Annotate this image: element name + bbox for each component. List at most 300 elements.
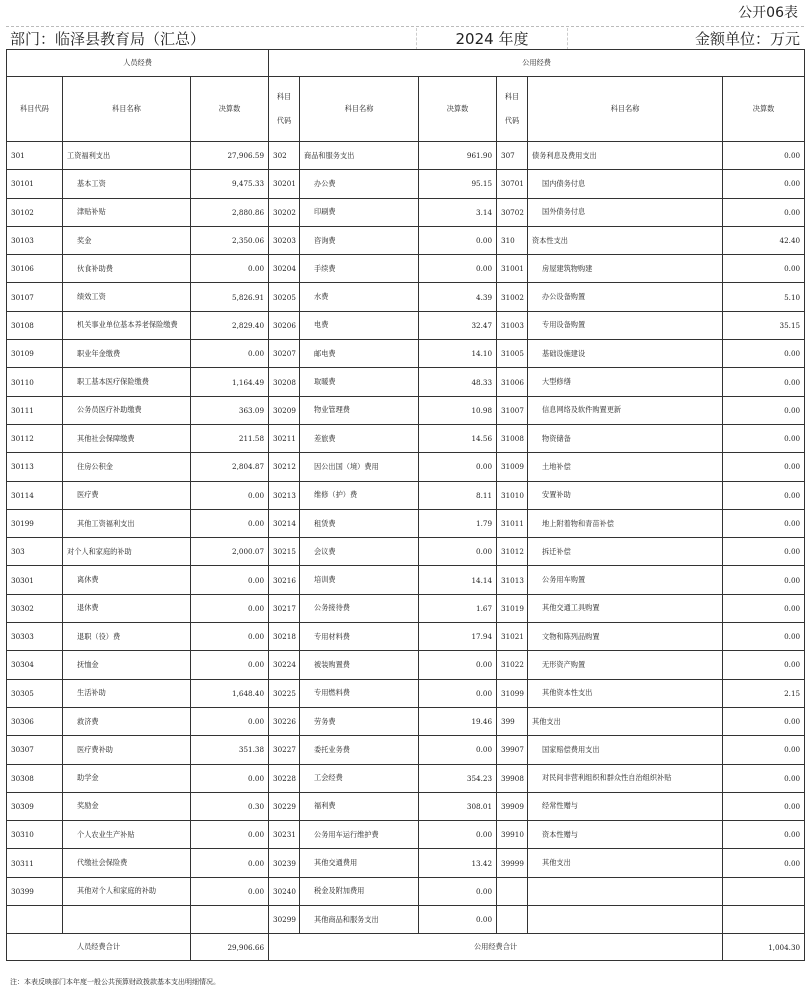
- cell-name3: 基础设施建设: [528, 340, 723, 368]
- table-header-bar: [6, 26, 804, 50]
- cell-name: 绩效工资: [63, 283, 191, 311]
- table-row: [7, 764, 805, 792]
- cell-code2: 30212: [269, 453, 300, 481]
- cell-code2: 30216: [269, 566, 300, 594]
- col-amount: 决算数: [191, 77, 269, 142]
- table-row: [7, 849, 805, 877]
- cell-amount: 351.38: [191, 736, 269, 764]
- cell-amount: 0.00: [191, 707, 269, 735]
- cell-amount3: 0.00: [723, 368, 805, 396]
- cell-name: 个人农业生产补贴: [63, 821, 191, 849]
- table-row: [7, 509, 805, 537]
- cell-name2: 咨询费: [300, 226, 419, 254]
- cell-name2: 被装购置费: [300, 651, 419, 679]
- cell-name2: 维修（护）费: [300, 481, 419, 509]
- col-amount2: 决算数: [419, 77, 497, 142]
- cell-amount3: 0.00: [723, 566, 805, 594]
- cell-name2: 专用燃料费: [300, 679, 419, 707]
- cell-code: 30399: [7, 877, 63, 905]
- cell-amount: 0.00: [191, 623, 269, 651]
- cell-amount3: 5.10: [723, 283, 805, 311]
- cell-name: 津贴补贴: [63, 198, 191, 226]
- cell-amount2: 14.10: [419, 340, 497, 368]
- cell-code: 30102: [7, 198, 63, 226]
- cell-name3: 国家赔偿费用支出: [528, 736, 723, 764]
- cell-code3: 30702: [497, 198, 528, 226]
- cell-code2: 30205: [269, 283, 300, 311]
- cell-amount3: 2.15: [723, 679, 805, 707]
- cell-code: 30109: [7, 340, 63, 368]
- cell-name3: 公务用车购置: [528, 566, 723, 594]
- cell-name3: 文物和陈列品购置: [528, 623, 723, 651]
- cell-code: 30310: [7, 821, 63, 849]
- cell-name2: 电费: [300, 311, 419, 339]
- department-label: 部门：临泽县教育局（汇总）: [10, 30, 206, 48]
- cell-name3: 经常性赠与: [528, 792, 723, 820]
- table-row: [7, 821, 805, 849]
- cell-amount2: 354.23: [419, 764, 497, 792]
- cell-amount3: [723, 906, 805, 934]
- cell-name2: 水费: [300, 283, 419, 311]
- table-row: [7, 340, 805, 368]
- cell-code2: 30217: [269, 594, 300, 622]
- cell-code3: 31021: [497, 623, 528, 651]
- table-row: [7, 538, 805, 566]
- cell-code3: 399: [497, 707, 528, 735]
- cell-amount: 1,648.40: [191, 679, 269, 707]
- cell-code: 30101: [7, 170, 63, 198]
- cell-amount2: 95.15: [419, 170, 497, 198]
- cell-code3: [497, 877, 528, 905]
- cell-name3: 无形资产购置: [528, 651, 723, 679]
- cell-amount3: 0.00: [723, 849, 805, 877]
- table-row: [7, 481, 805, 509]
- cell-name: 医疗费: [63, 481, 191, 509]
- cell-code: 301: [7, 142, 63, 170]
- cell-amount: 2,350.06: [191, 226, 269, 254]
- table-row: [7, 707, 805, 735]
- cell-code3: 31099: [497, 679, 528, 707]
- table-row: [7, 255, 805, 283]
- cell-amount2: 0.00: [419, 226, 497, 254]
- cell-amount3: 0.00: [723, 736, 805, 764]
- cell-amount2: 961.90: [419, 142, 497, 170]
- table-row: [7, 142, 805, 170]
- cell-amount3: 0.00: [723, 623, 805, 651]
- col-name3: 科目名称: [528, 77, 723, 142]
- cell-amount: [191, 906, 269, 934]
- cell-amount2: 0.00: [419, 453, 497, 481]
- cell-amount2: 19.46: [419, 707, 497, 735]
- cell-amount3: 0.00: [723, 594, 805, 622]
- cell-name: 职业年金缴费: [63, 340, 191, 368]
- cell-name: 生活补助: [63, 679, 191, 707]
- cell-code2: 302: [269, 142, 300, 170]
- table-row: [7, 283, 805, 311]
- cell-amount2: 13.42: [419, 849, 497, 877]
- cell-amount: 5,826.91: [191, 283, 269, 311]
- cell-name2: 因公出国（境）费用: [300, 453, 419, 481]
- cell-amount2: 17.94: [419, 623, 497, 651]
- cell-code2: 30225: [269, 679, 300, 707]
- cell-code2: 30226: [269, 707, 300, 735]
- cell-code3: 31019: [497, 594, 528, 622]
- cell-amount2: 0.00: [419, 651, 497, 679]
- cell-amount3: 0.00: [723, 453, 805, 481]
- cell-name2: 公务接待费: [300, 594, 419, 622]
- cell-name: 职工基本医疗保险缴费: [63, 368, 191, 396]
- table-row: [7, 566, 805, 594]
- cell-name: 救济费: [63, 707, 191, 735]
- cell-name3: 房屋建筑物购建: [528, 255, 723, 283]
- cell-amount3: 0.00: [723, 255, 805, 283]
- table-row: [7, 651, 805, 679]
- cell-amount: 2,880.86: [191, 198, 269, 226]
- cell-amount3: 0.00: [723, 651, 805, 679]
- cell-name3: 其他资本性支出: [528, 679, 723, 707]
- table-row: [7, 368, 805, 396]
- col-code3-a: 科目: [504, 92, 520, 101]
- cell-code2: 30207: [269, 340, 300, 368]
- cell-name3: 大型修缮: [528, 368, 723, 396]
- cell-amount3: [723, 877, 805, 905]
- cell-code3: 31002: [497, 283, 528, 311]
- cell-code3: 39907: [497, 736, 528, 764]
- cell-amount: 0.00: [191, 877, 269, 905]
- cell-name2: 委托业务费: [300, 736, 419, 764]
- footnote: 注：本表反映部门本年度一般公共预算财政拨款基本支出明细情况。: [10, 978, 220, 986]
- cell-name2: 公务用车运行维护费: [300, 821, 419, 849]
- cell-code2: 30299: [269, 906, 300, 934]
- cell-name3: 地上附着物和青苗补偿: [528, 509, 723, 537]
- cell-code: 30111: [7, 396, 63, 424]
- cell-name: 住房公积金: [63, 453, 191, 481]
- cell-name2: 手续费: [300, 255, 419, 283]
- table-row: [7, 396, 805, 424]
- cell-code3: 31005: [497, 340, 528, 368]
- cell-name3: 物资储备: [528, 424, 723, 452]
- cell-amount2: 10.98: [419, 396, 497, 424]
- table-row: [7, 679, 805, 707]
- cell-amount: 0.30: [191, 792, 269, 820]
- cell-code2: 30214: [269, 509, 300, 537]
- cell-name: 其他工资福利支出: [63, 509, 191, 537]
- cell-amount: 0.00: [191, 821, 269, 849]
- cell-code2: 30209: [269, 396, 300, 424]
- cell-name2: 差旅费: [300, 424, 419, 452]
- cell-code2: 30224: [269, 651, 300, 679]
- col-code: 科目代码: [7, 77, 63, 142]
- cell-name2: 办公费: [300, 170, 419, 198]
- cell-name: 其他对个人和家庭的补助: [63, 877, 191, 905]
- cell-amount3: 0.00: [723, 198, 805, 226]
- cell-code: 30301: [7, 566, 63, 594]
- cell-amount2: 3.14: [419, 198, 497, 226]
- cell-name3: 其他支出: [528, 849, 723, 877]
- cell-name3: 国内债务付息: [528, 170, 723, 198]
- cell-amount: 27,906.59: [191, 142, 269, 170]
- cell-amount3: 0.00: [723, 142, 805, 170]
- cell-code3: 307: [497, 142, 528, 170]
- cell-name2: 培训费: [300, 566, 419, 594]
- cell-name2: 邮电费: [300, 340, 419, 368]
- table-row: [7, 226, 805, 254]
- cell-name2: 租赁费: [300, 509, 419, 537]
- public-total-value: 1,004.30: [723, 934, 805, 961]
- cell-code2: 30203: [269, 226, 300, 254]
- table-row: [7, 792, 805, 820]
- cell-code3: 31006: [497, 368, 528, 396]
- cell-code: 30309: [7, 792, 63, 820]
- cell-name3: 资本性赠与: [528, 821, 723, 849]
- cell-amount2: 14.14: [419, 566, 497, 594]
- cell-name3: 其他交通工具购置: [528, 594, 723, 622]
- cell-code2: 30201: [269, 170, 300, 198]
- cell-name: 退职（役）费: [63, 623, 191, 651]
- cell-name: 抚恤金: [63, 651, 191, 679]
- table-row: [7, 198, 805, 226]
- cell-name: 医疗费补助: [63, 736, 191, 764]
- cell-code3: 31009: [497, 453, 528, 481]
- cell-amount3: 35.15: [723, 311, 805, 339]
- cell-code: 30305: [7, 679, 63, 707]
- cell-name3: 土地补偿: [528, 453, 723, 481]
- table-row: [7, 736, 805, 764]
- cell-code3: 39909: [497, 792, 528, 820]
- cell-name3: 拆迁补偿: [528, 538, 723, 566]
- cell-code3: [497, 906, 528, 934]
- cell-code2: 30240: [269, 877, 300, 905]
- cell-amount: 0.00: [191, 651, 269, 679]
- cell-name2: 工会经费: [300, 764, 419, 792]
- cell-amount2: 4.39: [419, 283, 497, 311]
- cell-amount: 9,475.33: [191, 170, 269, 198]
- cell-code2: 30231: [269, 821, 300, 849]
- cell-code: 30307: [7, 736, 63, 764]
- cell-code: 30112: [7, 424, 63, 452]
- section-personnel: 人员经费: [7, 50, 269, 77]
- cell-code: 30108: [7, 311, 63, 339]
- cell-amount3: 0.00: [723, 481, 805, 509]
- cell-code3: 31008: [497, 424, 528, 452]
- cell-amount2: 1.79: [419, 509, 497, 537]
- cell-amount2: 0.00: [419, 906, 497, 934]
- cell-name2: 商品和服务支出: [300, 142, 419, 170]
- cell-code: 30199: [7, 509, 63, 537]
- cell-name3: 信息网络及软件购置更新: [528, 396, 723, 424]
- cell-name2: 其他商品和服务支出: [300, 906, 419, 934]
- year-label: 2024 年度: [416, 28, 568, 50]
- cell-code: 30110: [7, 368, 63, 396]
- cell-code2: 30213: [269, 481, 300, 509]
- cell-code2: 30211: [269, 424, 300, 452]
- cell-code2: 30204: [269, 255, 300, 283]
- cell-name3: 资本性支出: [528, 226, 723, 254]
- cell-name2: 专用材料费: [300, 623, 419, 651]
- cell-name2: 会议费: [300, 538, 419, 566]
- cell-name: 公务员医疗补助缴费: [63, 396, 191, 424]
- cell-name3: 国外债务付息: [528, 198, 723, 226]
- cell-amount3: 0.00: [723, 340, 805, 368]
- cell-code: 30306: [7, 707, 63, 735]
- cell-amount: 0.00: [191, 764, 269, 792]
- cell-amount3: 0.00: [723, 170, 805, 198]
- cell-code3: 31011: [497, 509, 528, 537]
- cell-code3: 310: [497, 226, 528, 254]
- cell-amount2: 48.33: [419, 368, 497, 396]
- cell-name3: 安置补助: [528, 481, 723, 509]
- cell-code3: 31022: [497, 651, 528, 679]
- cell-code: 30114: [7, 481, 63, 509]
- cell-code2: 30228: [269, 764, 300, 792]
- cell-code: 30303: [7, 623, 63, 651]
- cell-code: 30308: [7, 764, 63, 792]
- cell-amount: 2,829.40: [191, 311, 269, 339]
- cell-amount: 1,164.49: [191, 368, 269, 396]
- section-public: 公用经费: [269, 50, 805, 77]
- cell-amount2: 0.00: [419, 821, 497, 849]
- cell-amount: 2,804.87: [191, 453, 269, 481]
- cell-amount2: 0.00: [419, 736, 497, 764]
- expenditure-table: [6, 49, 805, 961]
- unit-label: 金额单位：万元: [694, 30, 800, 48]
- cell-name2: 福利费: [300, 792, 419, 820]
- table-body: [7, 142, 805, 934]
- cell-amount3: 0.00: [723, 509, 805, 537]
- cell-name: 奖金: [63, 226, 191, 254]
- cell-amount: 0.00: [191, 509, 269, 537]
- cell-name3: 债务利息及费用支出: [528, 142, 723, 170]
- cell-name: 基本工资: [63, 170, 191, 198]
- table-row: [7, 906, 805, 934]
- table-row: [7, 594, 805, 622]
- table-row: [7, 170, 805, 198]
- cell-name2: 税金及附加费用: [300, 877, 419, 905]
- cell-code3: 39908: [497, 764, 528, 792]
- cell-name2: 取暖费: [300, 368, 419, 396]
- col-code2-b: 代码: [276, 116, 292, 125]
- cell-name: 退休费: [63, 594, 191, 622]
- cell-name: 对个人和家庭的补助: [63, 538, 191, 566]
- cell-code2: 30227: [269, 736, 300, 764]
- table-row: [7, 311, 805, 339]
- cell-amount2: 0.00: [419, 255, 497, 283]
- cell-name2: 其他交通费用: [300, 849, 419, 877]
- cell-amount3: 0.00: [723, 792, 805, 820]
- cell-amount3: 0.00: [723, 764, 805, 792]
- cell-code2: 30218: [269, 623, 300, 651]
- col-code2-a: 科目: [276, 92, 292, 101]
- personnel-total-value: 29,906.66: [191, 934, 269, 961]
- cell-name: 其他社会保障缴费: [63, 424, 191, 452]
- table-row: [7, 877, 805, 905]
- cell-amount2: 8.11: [419, 481, 497, 509]
- cell-code: [7, 906, 63, 934]
- cell-name3: 对民间非营利组织和群众性自治组织补贴: [528, 764, 723, 792]
- table-row: [7, 623, 805, 651]
- cell-code: 30107: [7, 283, 63, 311]
- cell-amount: 2,000.07: [191, 538, 269, 566]
- cell-code3: 30701: [497, 170, 528, 198]
- cell-name: [63, 906, 191, 934]
- cell-name: 伙食补助费: [63, 255, 191, 283]
- cell-name3: [528, 906, 723, 934]
- cell-amount3: 0.00: [723, 424, 805, 452]
- cell-amount2: 32.47: [419, 311, 497, 339]
- cell-amount: 363.09: [191, 396, 269, 424]
- cell-amount3: 0.00: [723, 707, 805, 735]
- table-row: [7, 424, 805, 452]
- col-code3: [497, 77, 528, 142]
- cell-code3: 31001: [497, 255, 528, 283]
- col-code2: [269, 77, 300, 142]
- cell-name3: [528, 877, 723, 905]
- cell-code2: 30206: [269, 311, 300, 339]
- cell-amount3: 0.00: [723, 396, 805, 424]
- cell-name: 机关事业单位基本养老保险缴费: [63, 311, 191, 339]
- cell-code3: 31012: [497, 538, 528, 566]
- cell-amount: 0.00: [191, 594, 269, 622]
- cell-code2: 30208: [269, 368, 300, 396]
- col-code3-b: 代码: [504, 116, 520, 125]
- cell-amount3: 0.00: [723, 821, 805, 849]
- cell-name3: 其他支出: [528, 707, 723, 735]
- cell-code2: 30215: [269, 538, 300, 566]
- cell-code3: 31010: [497, 481, 528, 509]
- col-amount3: 决算数: [723, 77, 805, 142]
- cell-code3: 31013: [497, 566, 528, 594]
- public-total-label: 公用经费合计: [269, 934, 723, 961]
- cell-name3: 专用设备购置: [528, 311, 723, 339]
- cell-name: 工资福利支出: [63, 142, 191, 170]
- personnel-total-label: 人员经费合计: [7, 934, 191, 961]
- cell-amount: 0.00: [191, 340, 269, 368]
- cell-amount2: 0.00: [419, 679, 497, 707]
- cell-code: 303: [7, 538, 63, 566]
- col-name: 科目名称: [63, 77, 191, 142]
- cell-amount: 0.00: [191, 481, 269, 509]
- cell-amount: 0.00: [191, 849, 269, 877]
- cell-code: 30113: [7, 453, 63, 481]
- cell-code2: 30202: [269, 198, 300, 226]
- cell-amount2: 1.67: [419, 594, 497, 622]
- cell-code3: 39910: [497, 821, 528, 849]
- cell-amount2: 0.00: [419, 538, 497, 566]
- table-row: [7, 453, 805, 481]
- cell-name2: 印刷费: [300, 198, 419, 226]
- cell-amount: 0.00: [191, 566, 269, 594]
- form-number: 公开06表: [738, 5, 798, 21]
- cell-name2: 物业管理费: [300, 396, 419, 424]
- cell-code: 30106: [7, 255, 63, 283]
- cell-code3: 31003: [497, 311, 528, 339]
- cell-amount3: 42.40: [723, 226, 805, 254]
- cell-code: 30302: [7, 594, 63, 622]
- cell-name: 离休费: [63, 566, 191, 594]
- cell-code2: 30239: [269, 849, 300, 877]
- cell-amount2: 0.00: [419, 877, 497, 905]
- cell-code: 30311: [7, 849, 63, 877]
- col-name2: 科目名称: [300, 77, 419, 142]
- cell-code: 30304: [7, 651, 63, 679]
- cell-code3: 31007: [497, 396, 528, 424]
- cell-amount2: 308.01: [419, 792, 497, 820]
- cell-code3: 39999: [497, 849, 528, 877]
- cell-amount3: 0.00: [723, 538, 805, 566]
- cell-name3: 办公设备购置: [528, 283, 723, 311]
- cell-code: 30103: [7, 226, 63, 254]
- cell-amount: 0.00: [191, 255, 269, 283]
